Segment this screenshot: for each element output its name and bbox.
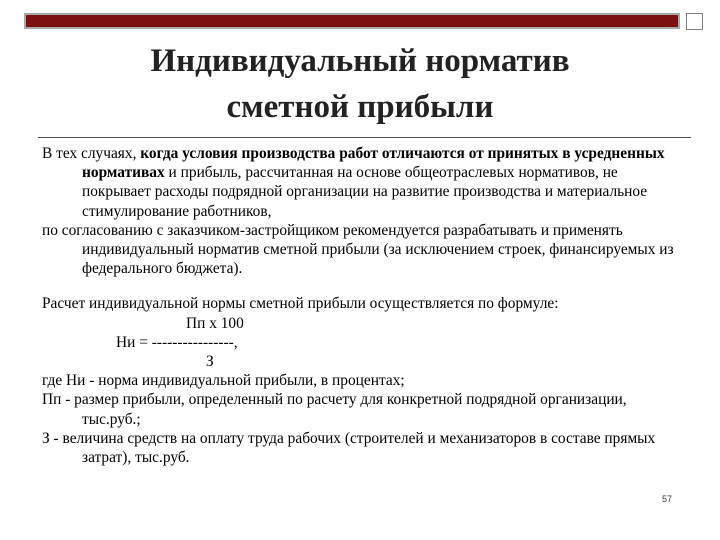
formula-denominator: З [206,353,214,371]
title-line-1: Индивидуальный норматив [150,43,570,79]
paragraph-conditions-prefix: В тех случаях, [42,145,141,162]
paragraph-formula-intro: Расчет индивидуальной нормы сметной прибыли осуществляется по формуле: [42,295,559,313]
formula-numerator: Пп х 100 [186,314,244,332]
formula-line: Ни = ----------------, [116,333,238,351]
definition-z: З - величина средств на оплату труда рабочих (строителей и механизаторов в составе прямых затрат), тыс.руб. [42,429,656,467]
title-line-2: сметной прибыли [226,89,494,125]
paragraph-recommendation: по согласованию с заказчиком-застройщиком рекомендуется разрабатывать и применять индивидуальный норматив сметной прибыли (за исключением строек, финансируемых из федерального бюджета). [42,221,674,278]
corner-square-decoration [686,13,703,30]
definition-pp: Пп - размер прибыли, определенный по расчету для конкретной подрядной организации, тыс.руб.; [42,391,627,428]
paragraph-conditions-rest: и прибыль, рассчитанная на основе общеотраслевых нормативов, не покрывает расходы подрядной организации на развитие производства и материальное стимулирование работников, [82,164,648,220]
spacer [42,278,682,294]
slide-body [42,144,682,467]
paragraph-conditions [42,144,682,221]
page-number: 57 [662,494,673,504]
definition-ni: где Ни - норма индивидуальной прибыли, в процентах; [42,372,405,390]
title-bar-decoration [24,13,680,29]
slide-title [60,38,660,130]
title-divider [38,137,691,138]
paragraph-conditions-bold: когда условия производства работ отличаются от принятых в усредненных нормативах [82,145,665,182]
